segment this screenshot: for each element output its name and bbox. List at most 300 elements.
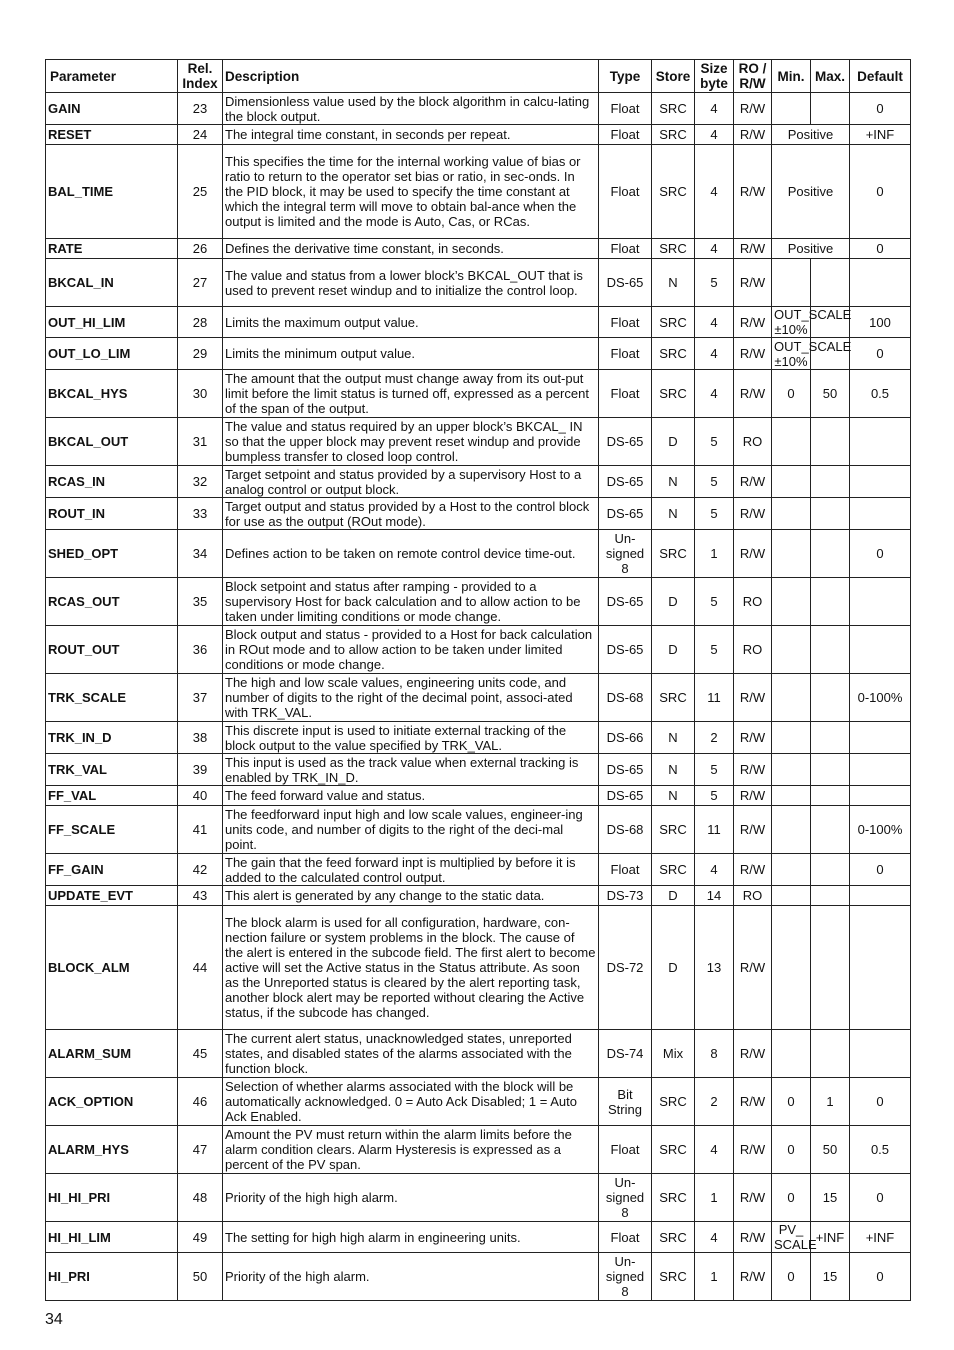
cell-max: 50 — [811, 370, 850, 418]
header-row — [46, 60, 911, 93]
table-row — [46, 145, 911, 239]
cell-store: SRC — [652, 674, 695, 722]
cell-type: Float — [599, 239, 652, 259]
table-row — [46, 259, 911, 307]
cell-description: Defines the derivative time constant, in seconds. — [223, 239, 599, 259]
cell-description: Priority of the high alarm. — [223, 1253, 599, 1301]
cell-parameter: TRK_VAL — [46, 754, 178, 786]
cell-rel-index: 34 — [178, 530, 223, 578]
cell-default: 0 — [850, 338, 911, 370]
cell-rel-index: 38 — [178, 722, 223, 754]
cell-max: 15 — [811, 1174, 850, 1222]
cell-description: The integral time constant, in seconds per repeat. — [223, 125, 599, 145]
cell-default: 100 — [850, 307, 911, 338]
cell-max — [811, 466, 850, 498]
cell-rel-index: 29 — [178, 338, 223, 370]
cell-min: 0 — [772, 1253, 811, 1301]
cell-rel-index: 27 — [178, 259, 223, 307]
cell-ro-rw: R/W — [734, 1030, 772, 1078]
cell-rel-index: 33 — [178, 498, 223, 530]
cell-description: This input is used as the track value when external tracking is enabled by TRK_IN_D. — [223, 754, 599, 786]
cell-size: 11 — [695, 806, 734, 854]
cell-type: DS-65 — [599, 626, 652, 674]
cell-default: 0 — [850, 93, 911, 125]
cell-min — [772, 1030, 811, 1078]
cell-default — [850, 466, 911, 498]
cell-type: DS-68 — [599, 674, 652, 722]
cell-min-max-range: Positive — [772, 125, 850, 145]
cell-size: 4 — [695, 1222, 734, 1253]
cell-min-max-range: Positive — [772, 145, 850, 239]
table-row — [46, 1174, 911, 1222]
cell-size: 4 — [695, 854, 734, 886]
cell-store: SRC — [652, 854, 695, 886]
cell-store: D — [652, 578, 695, 626]
cell-type: DS-65 — [599, 418, 652, 466]
cell-ro-rw: R/W — [734, 466, 772, 498]
cell-min-max-range: Positive — [772, 239, 850, 259]
cell-rel-index: 36 — [178, 626, 223, 674]
cell-default — [850, 722, 911, 754]
cell-default: 0 — [850, 1253, 911, 1301]
cell-default: 0 — [850, 145, 911, 239]
header-description: Description — [223, 60, 599, 93]
cell-default: 0 — [850, 239, 911, 259]
table-row — [46, 854, 911, 886]
cell-size: 4 — [695, 338, 734, 370]
cell-size: 5 — [695, 754, 734, 786]
cell-store: N — [652, 722, 695, 754]
cell-type: DS-65 — [599, 259, 652, 307]
table-row — [46, 578, 911, 626]
cell-parameter: ALARM_HYS — [46, 1126, 178, 1174]
cell-max — [811, 674, 850, 722]
cell-type: DS-72 — [599, 906, 652, 1030]
cell-min — [772, 530, 811, 578]
cell-store: SRC — [652, 93, 695, 125]
cell-ro-rw: R/W — [734, 854, 772, 886]
cell-ro-rw: R/W — [734, 722, 772, 754]
table-row — [46, 1253, 911, 1301]
header-size: Size byte — [695, 60, 734, 93]
cell-ro-rw: R/W — [734, 786, 772, 806]
table-row — [46, 1222, 911, 1253]
header-ro-rw: RO / R/W — [734, 60, 772, 93]
cell-rel-index: 24 — [178, 125, 223, 145]
cell-size: 5 — [695, 498, 734, 530]
cell-default: 0 — [850, 1078, 911, 1126]
cell-max — [811, 722, 850, 754]
cell-size: 11 — [695, 674, 734, 722]
cell-description: The amount that the output must change away from its out-put limit before the limit status is turned off, expressed as a percent of the span of the output. — [223, 370, 599, 418]
cell-store: SRC — [652, 338, 695, 370]
cell-ro-rw: R/W — [734, 239, 772, 259]
cell-description: Dimensionless value used by the block algorithm in calcu-lating the block output. — [223, 93, 599, 125]
table-row — [46, 370, 911, 418]
cell-min — [772, 906, 811, 1030]
cell-max — [811, 786, 850, 806]
cell-store: N — [652, 259, 695, 307]
cell-parameter: HI_HI_LIM — [46, 1222, 178, 1253]
cell-default — [850, 626, 911, 674]
cell-parameter: OUT_HI_LIM — [46, 307, 178, 338]
cell-max: 15 — [811, 1253, 850, 1301]
cell-description: Limits the maximum output value. — [223, 307, 599, 338]
cell-rel-index: 43 — [178, 886, 223, 906]
cell-size: 5 — [695, 466, 734, 498]
table-row — [46, 806, 911, 854]
cell-size: 4 — [695, 93, 734, 125]
cell-rel-index: 48 — [178, 1174, 223, 1222]
cell-parameter: OUT_LO_LIM — [46, 338, 178, 370]
cell-type: Un-signed 8 — [599, 1253, 652, 1301]
table-row — [46, 754, 911, 786]
cell-min — [772, 498, 811, 530]
cell-description: The block alarm is used for all configuration, hardware, con-nection failure or system problems in the block. The cause of the alert is entered in the subcode field. The first alert to become active will set the Active status in the Status attribute. As soon as the Unreported status is cleared by the alert reporting task, another block alert may be reported without clearing the Active status, if the subcode has changed. — [223, 906, 599, 1030]
cell-ro-rw: RO — [734, 626, 772, 674]
cell-store: SRC — [652, 307, 695, 338]
cell-description: This discrete input is used to initiate external tracking of the block output to the value specified by TRK_VAL. — [223, 722, 599, 754]
cell-parameter: BKCAL_IN — [46, 259, 178, 307]
cell-parameter: RCAS_OUT — [46, 578, 178, 626]
cell-store: N — [652, 466, 695, 498]
cell-store: SRC — [652, 145, 695, 239]
cell-rel-index: 23 — [178, 93, 223, 125]
cell-size: 1 — [695, 530, 734, 578]
cell-type: Float — [599, 338, 652, 370]
cell-max — [811, 854, 850, 886]
cell-description: Target output and status provided by a Host to the control block for use as the output (ROut mode). — [223, 498, 599, 530]
cell-rel-index: 37 — [178, 674, 223, 722]
cell-parameter: FF_VAL — [46, 786, 178, 806]
cell-size: 5 — [695, 418, 734, 466]
header-default: Default — [850, 60, 911, 93]
cell-default: 0.5 — [850, 1126, 911, 1174]
cell-type: DS-65 — [599, 786, 652, 806]
cell-type: Float — [599, 125, 652, 145]
cell-parameter: UPDATE_EVT — [46, 886, 178, 906]
cell-store: N — [652, 754, 695, 786]
cell-min — [772, 854, 811, 886]
cell-ro-rw: R/W — [734, 259, 772, 307]
cell-max — [811, 754, 850, 786]
cell-store: SRC — [652, 1174, 695, 1222]
cell-description: The setting for high high alarm in engineering units. — [223, 1222, 599, 1253]
cell-min: 0 — [772, 370, 811, 418]
cell-parameter: SHED_OPT — [46, 530, 178, 578]
cell-ro-rw: R/W — [734, 1126, 772, 1174]
cell-default: 0 — [850, 1174, 911, 1222]
header-store: Store — [652, 60, 695, 93]
cell-rel-index: 30 — [178, 370, 223, 418]
cell-max — [811, 906, 850, 1030]
cell-max — [811, 806, 850, 854]
cell-size: 4 — [695, 370, 734, 418]
cell-description: The feed forward value and status. — [223, 786, 599, 806]
cell-min — [772, 786, 811, 806]
cell-min — [772, 578, 811, 626]
cell-store: SRC — [652, 1126, 695, 1174]
cell-type: Bit String — [599, 1078, 652, 1126]
cell-size: 5 — [695, 626, 734, 674]
cell-type: Float — [599, 854, 652, 886]
cell-type: DS-74 — [599, 1030, 652, 1078]
cell-min — [772, 418, 811, 466]
cell-parameter: GAIN — [46, 93, 178, 125]
cell-max — [811, 93, 850, 125]
cell-type: Float — [599, 145, 652, 239]
cell-parameter: ROUT_OUT — [46, 626, 178, 674]
cell-rel-index: 39 — [178, 754, 223, 786]
cell-type: Un-signed 8 — [599, 530, 652, 578]
cell-min: PV_ SCALE — [772, 1222, 811, 1253]
table-row — [46, 1030, 911, 1078]
page-number: 34 — [45, 1311, 63, 1328]
cell-size: 4 — [695, 145, 734, 239]
cell-min: OUT_SCALE ±10% — [772, 307, 811, 338]
cell-size: 4 — [695, 1126, 734, 1174]
cell-default — [850, 578, 911, 626]
cell-default: +INF — [850, 125, 911, 145]
cell-rel-index: 28 — [178, 307, 223, 338]
cell-description: The value and status required by an upper block’s BKCAL_ IN so that the upper block may prevent reset windup and provide bumpless transfer to closed loop control. — [223, 418, 599, 466]
cell-description: Priority of the high high alarm. — [223, 1174, 599, 1222]
cell-ro-rw: R/W — [734, 1222, 772, 1253]
cell-store: D — [652, 626, 695, 674]
cell-default: 0-100% — [850, 674, 911, 722]
cell-type: DS-73 — [599, 886, 652, 906]
cell-rel-index: 46 — [178, 1078, 223, 1126]
table-row — [46, 1078, 911, 1126]
table-row — [46, 674, 911, 722]
cell-size: 13 — [695, 906, 734, 1030]
cell-size: 2 — [695, 722, 734, 754]
table-row — [46, 886, 911, 906]
cell-description: This specifies the time for the internal working value of bias or ratio to return to the operator set bias or ratio, in sec-onds. In the PID block, it may be used to specify the time constant at which the integral term will move to obtain bal-ance when the output is limited and the mode is Auto, Cas, or RCas. — [223, 145, 599, 239]
cell-rel-index: 25 — [178, 145, 223, 239]
cell-ro-rw: R/W — [734, 307, 772, 338]
cell-ro-rw: R/W — [734, 1078, 772, 1126]
table-row — [46, 626, 911, 674]
cell-type: DS-65 — [599, 498, 652, 530]
cell-min: OUT_SCALE ±10% — [772, 338, 811, 370]
cell-rel-index: 26 — [178, 239, 223, 259]
cell-max — [811, 418, 850, 466]
cell-default — [850, 906, 911, 1030]
cell-type: DS-66 — [599, 722, 652, 754]
cell-parameter: ROUT_IN — [46, 498, 178, 530]
cell-ro-rw: R/W — [734, 806, 772, 854]
cell-rel-index: 32 — [178, 466, 223, 498]
table-row — [46, 466, 911, 498]
cell-description: This alert is generated by any change to the static data. — [223, 886, 599, 906]
cell-default: 0 — [850, 854, 911, 886]
cell-rel-index: 41 — [178, 806, 223, 854]
cell-parameter: FF_SCALE — [46, 806, 178, 854]
cell-parameter: FF_GAIN — [46, 854, 178, 886]
header-parameter: Parameter — [46, 60, 178, 93]
cell-parameter: HI_PRI — [46, 1253, 178, 1301]
cell-size: 4 — [695, 125, 734, 145]
table-row — [46, 307, 911, 338]
cell-parameter: RESET — [46, 125, 178, 145]
cell-size: 5 — [695, 578, 734, 626]
cell-size: 4 — [695, 239, 734, 259]
cell-type: Float — [599, 1222, 652, 1253]
table-row — [46, 418, 911, 466]
cell-store: SRC — [652, 125, 695, 145]
cell-rel-index: 31 — [178, 418, 223, 466]
cell-description: Amount the PV must return within the alarm limits before the alarm condition clears. Alarm Hysteresis is expressed as a percent of the PV span. — [223, 1126, 599, 1174]
cell-default: 0-100% — [850, 806, 911, 854]
cell-min — [772, 259, 811, 307]
parameter-table — [45, 59, 911, 1301]
cell-rel-index: 50 — [178, 1253, 223, 1301]
cell-ro-rw: R/W — [734, 93, 772, 125]
cell-rel-index: 42 — [178, 854, 223, 886]
header-type: Type — [599, 60, 652, 93]
cell-default: 0 — [850, 530, 911, 578]
cell-type: Float — [599, 370, 652, 418]
cell-rel-index: 49 — [178, 1222, 223, 1253]
cell-store: SRC — [652, 1078, 695, 1126]
cell-rel-index: 44 — [178, 906, 223, 1030]
cell-size: 5 — [695, 259, 734, 307]
cell-ro-rw: R/W — [734, 370, 772, 418]
cell-type: Un-signed 8 — [599, 1174, 652, 1222]
cell-store: D — [652, 906, 695, 1030]
table-row — [46, 125, 911, 145]
cell-min — [772, 806, 811, 854]
cell-description: Target setpoint and status provided by a supervisory Host to a analog control or output block. — [223, 466, 599, 498]
cell-min — [772, 754, 811, 786]
cell-store: SRC — [652, 239, 695, 259]
header-min: Min. — [772, 60, 811, 93]
cell-ro-rw: R/W — [734, 674, 772, 722]
cell-max — [811, 578, 850, 626]
header-max: Max. — [811, 60, 850, 93]
cell-min — [772, 93, 811, 125]
cell-max — [811, 259, 850, 307]
cell-parameter: BAL_TIME — [46, 145, 178, 239]
cell-max — [811, 886, 850, 906]
cell-min — [772, 722, 811, 754]
cell-type: DS-68 — [599, 806, 652, 854]
table-body — [46, 93, 911, 1301]
cell-ro-rw: R/W — [734, 1174, 772, 1222]
cell-ro-rw: RO — [734, 418, 772, 466]
cell-default — [850, 498, 911, 530]
cell-type: Float — [599, 93, 652, 125]
cell-parameter: BKCAL_OUT — [46, 418, 178, 466]
cell-max: 50 — [811, 1126, 850, 1174]
cell-parameter: BKCAL_HYS — [46, 370, 178, 418]
header-rel-index: Rel. Index — [178, 60, 223, 93]
cell-default: +INF — [850, 1222, 911, 1253]
cell-parameter: ALARM_SUM — [46, 1030, 178, 1078]
cell-description: The feedforward input high and low scale values, engineer-ing units code, and number of digits to the right of the deci-mal point. — [223, 806, 599, 854]
cell-min — [772, 466, 811, 498]
cell-description: The high and low scale values, engineering units code, and number of digits to the right of the decimal point, associ-ated with TRK_VAL. — [223, 674, 599, 722]
table-row — [46, 530, 911, 578]
cell-rel-index: 35 — [178, 578, 223, 626]
cell-store: SRC — [652, 1253, 695, 1301]
table-row — [46, 1126, 911, 1174]
cell-size: 4 — [695, 307, 734, 338]
cell-default — [850, 786, 911, 806]
cell-size: 5 — [695, 786, 734, 806]
cell-max — [811, 1030, 850, 1078]
cell-store: SRC — [652, 370, 695, 418]
cell-size: 2 — [695, 1078, 734, 1126]
cell-ro-rw: R/W — [734, 754, 772, 786]
cell-description: Selection of whether alarms associated with the block will be automatically acknowledged. 0 = Auto Ack Disabled; 1 = Auto Ack Enabled. — [223, 1078, 599, 1126]
cell-store: N — [652, 498, 695, 530]
cell-max — [811, 530, 850, 578]
cell-size: 14 — [695, 886, 734, 906]
cell-parameter: ACK_OPTION — [46, 1078, 178, 1126]
cell-type: DS-65 — [599, 466, 652, 498]
cell-rel-index: 40 — [178, 786, 223, 806]
cell-parameter: RCAS_IN — [46, 466, 178, 498]
cell-type: Float — [599, 1126, 652, 1174]
cell-rel-index: 47 — [178, 1126, 223, 1174]
cell-default — [850, 259, 911, 307]
cell-description: The value and status from a lower block’s BKCAL_OUT that is used to prevent reset windup and to initialize the control loop. — [223, 259, 599, 307]
cell-store: SRC — [652, 806, 695, 854]
cell-default: 0.5 — [850, 370, 911, 418]
table-row — [46, 786, 911, 806]
table-row — [46, 498, 911, 530]
cell-max — [811, 626, 850, 674]
cell-description: Defines action to be taken on remote control device time-out. — [223, 530, 599, 578]
cell-default — [850, 754, 911, 786]
cell-ro-rw: R/W — [734, 906, 772, 1030]
cell-store: D — [652, 418, 695, 466]
cell-description: Limits the minimum output value. — [223, 338, 599, 370]
cell-min — [772, 886, 811, 906]
cell-parameter: TRK_IN_D — [46, 722, 178, 754]
cell-rel-index: 45 — [178, 1030, 223, 1078]
cell-description: The current alert status, unacknowledged states, unreported states, and disabled states of the alarms associated with the function block. — [223, 1030, 599, 1078]
cell-size: 1 — [695, 1174, 734, 1222]
cell-type: DS-65 — [599, 578, 652, 626]
cell-default — [850, 1030, 911, 1078]
cell-ro-rw: R/W — [734, 498, 772, 530]
cell-min — [772, 674, 811, 722]
cell-min: 0 — [772, 1174, 811, 1222]
cell-max: +INF — [811, 1222, 850, 1253]
cell-description: Block output and status - provided to a Host for back calculation in ROut mode and to allow action to be taken under limited conditions or mode change. — [223, 626, 599, 674]
cell-ro-rw: RO — [734, 578, 772, 626]
cell-ro-rw: R/W — [734, 125, 772, 145]
table-row — [46, 93, 911, 125]
cell-ro-rw: RO — [734, 886, 772, 906]
cell-store: SRC — [652, 1222, 695, 1253]
cell-size: 8 — [695, 1030, 734, 1078]
cell-parameter: RATE — [46, 239, 178, 259]
cell-min: 0 — [772, 1126, 811, 1174]
cell-store: SRC — [652, 530, 695, 578]
cell-parameter: BLOCK_ALM — [46, 906, 178, 1030]
cell-default — [850, 886, 911, 906]
cell-store: N — [652, 786, 695, 806]
cell-ro-rw: R/W — [734, 1253, 772, 1301]
cell-default — [850, 418, 911, 466]
cell-size: 1 — [695, 1253, 734, 1301]
cell-max — [811, 498, 850, 530]
cell-ro-rw: R/W — [734, 530, 772, 578]
